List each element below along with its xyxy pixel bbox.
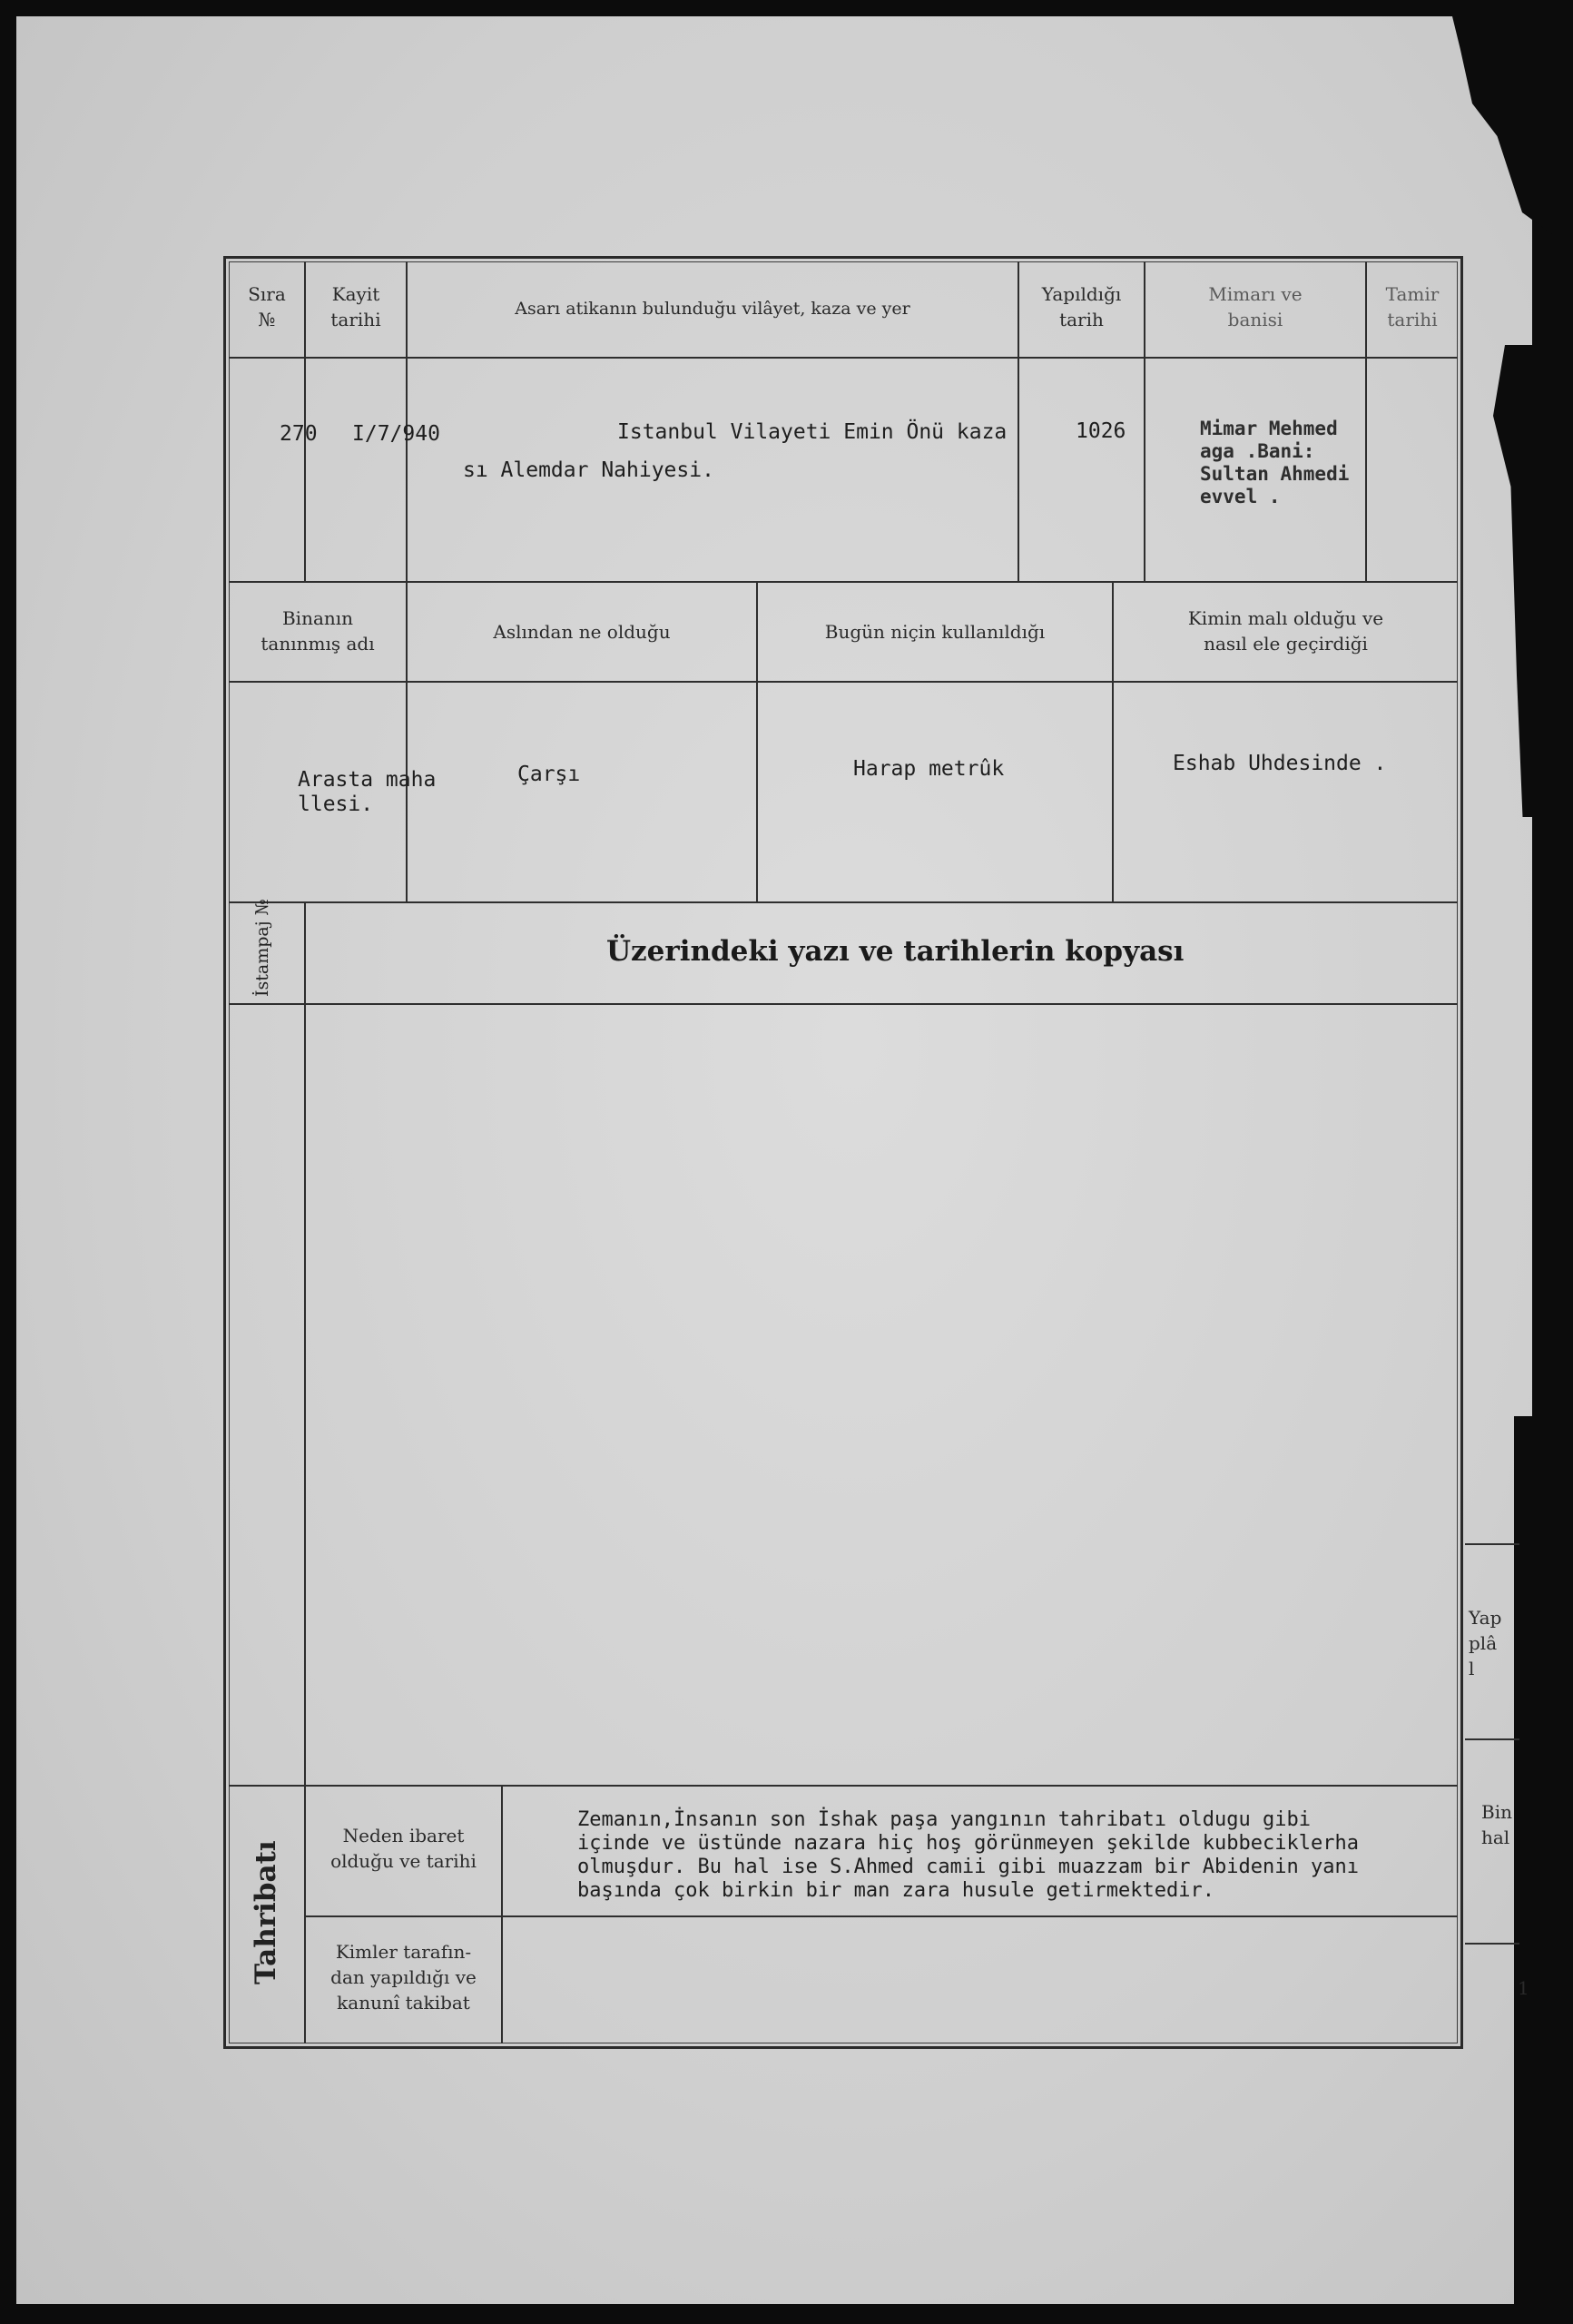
tahribat-neden-label: Neden ibaret olduğu ve tarihi bbox=[330, 1825, 477, 1872]
value-mimar-banisi: Mimar Mehmed aga .Bani: Sultan Ahmedi evvel . bbox=[1200, 418, 1350, 507]
tahribat-kimler-label: Kimler tarafın- dan yapıldığı ve kanunî takibat bbox=[330, 1941, 477, 2014]
rule-tahribat-mid bbox=[305, 1915, 1458, 1917]
margin-rule-1 bbox=[1465, 1543, 1519, 1545]
col-istampaj-right bbox=[304, 901, 306, 1785]
value-yer-line1: Istanbul Vilayeti Emin Önü kaza bbox=[617, 420, 1008, 444]
header-yapildigi-tarih: Yapıldığı tarih bbox=[1041, 283, 1122, 330]
rule-row2-bottom bbox=[229, 901, 1458, 903]
istampaj-side-label: İstampaj № bbox=[252, 899, 272, 997]
value-kimin: Eshab Uhdesinde . bbox=[1173, 752, 1387, 775]
header-asari-atika: Asarı atikanın bulunduğu vilâyet, kaza ve yer bbox=[515, 299, 910, 319]
tahribat-neden-text: Zemanın,İnsanın son İshak paşa yangının tahribatı oldugu gibi içinde ve üstünde nazara hiç hoş görünmeyen şekilde kubbeciklerha olmuşdur. Bu hal ise S.Ahmed camii gibi muazzam bir Abidenin yanı başında çok birkin bir man zara husule getirmektedir. bbox=[577, 1808, 1359, 1902]
rule-copy-bottom bbox=[229, 1785, 1458, 1787]
value-yer-line2: sı Alemdar Nahiyesi. bbox=[463, 458, 714, 482]
rule-header2-bottom bbox=[229, 681, 1458, 683]
header-sira-no: Sıra № bbox=[248, 283, 286, 330]
tahribat-side-label: Tahribatı bbox=[250, 1840, 282, 1984]
margin-fragment-2: Bin hal bbox=[1481, 1801, 1512, 1848]
header-tamir-tarihi: Tamir tarihi bbox=[1385, 283, 1440, 330]
margin-fragment-1: Yap plâ l bbox=[1469, 1607, 1502, 1679]
margin-fragment-3: 1 bbox=[1518, 1977, 1529, 1999]
col-tahribat-label-right bbox=[501, 1785, 503, 2043]
margin-rule-3 bbox=[1465, 1943, 1519, 1945]
copy-section-title: Üzerindeki yazı ve tarihlerin kopyası bbox=[606, 935, 1185, 968]
value-asli: Çarşı bbox=[517, 763, 581, 786]
rule-istampaj-header-bottom bbox=[229, 1003, 1458, 1005]
header-bugun: Bugün niçin kullanıldığı bbox=[824, 621, 1046, 643]
value-bina: Arasta maha llesi. bbox=[298, 768, 437, 816]
value-kayit-tarihi: I/7/940 bbox=[352, 422, 440, 446]
form-inner-frame bbox=[229, 261, 1458, 2043]
header-binanin-adi: Binanın tanınmış adı bbox=[261, 607, 375, 655]
value-bugun: Harap metrûk bbox=[853, 757, 1005, 781]
rule-row1-bottom bbox=[229, 581, 1458, 583]
margin-rule-2 bbox=[1465, 1738, 1519, 1740]
header-kimin: Kimin malı olduğu ve nasıl ele geçirdiği bbox=[1187, 607, 1384, 655]
header-kayit-tarihi: Kayit tarihi bbox=[330, 283, 381, 330]
value-sira: 270 bbox=[280, 422, 318, 446]
dark-edge bbox=[1514, 1416, 1568, 2306]
header-aslindan: Aslından ne olduğu bbox=[493, 621, 671, 643]
value-yapildigi-tarih: 1026 bbox=[1076, 419, 1126, 443]
header-mimari-banisi: Mimarı ve banisi bbox=[1208, 283, 1303, 330]
rule-header1-bottom bbox=[229, 357, 1458, 359]
